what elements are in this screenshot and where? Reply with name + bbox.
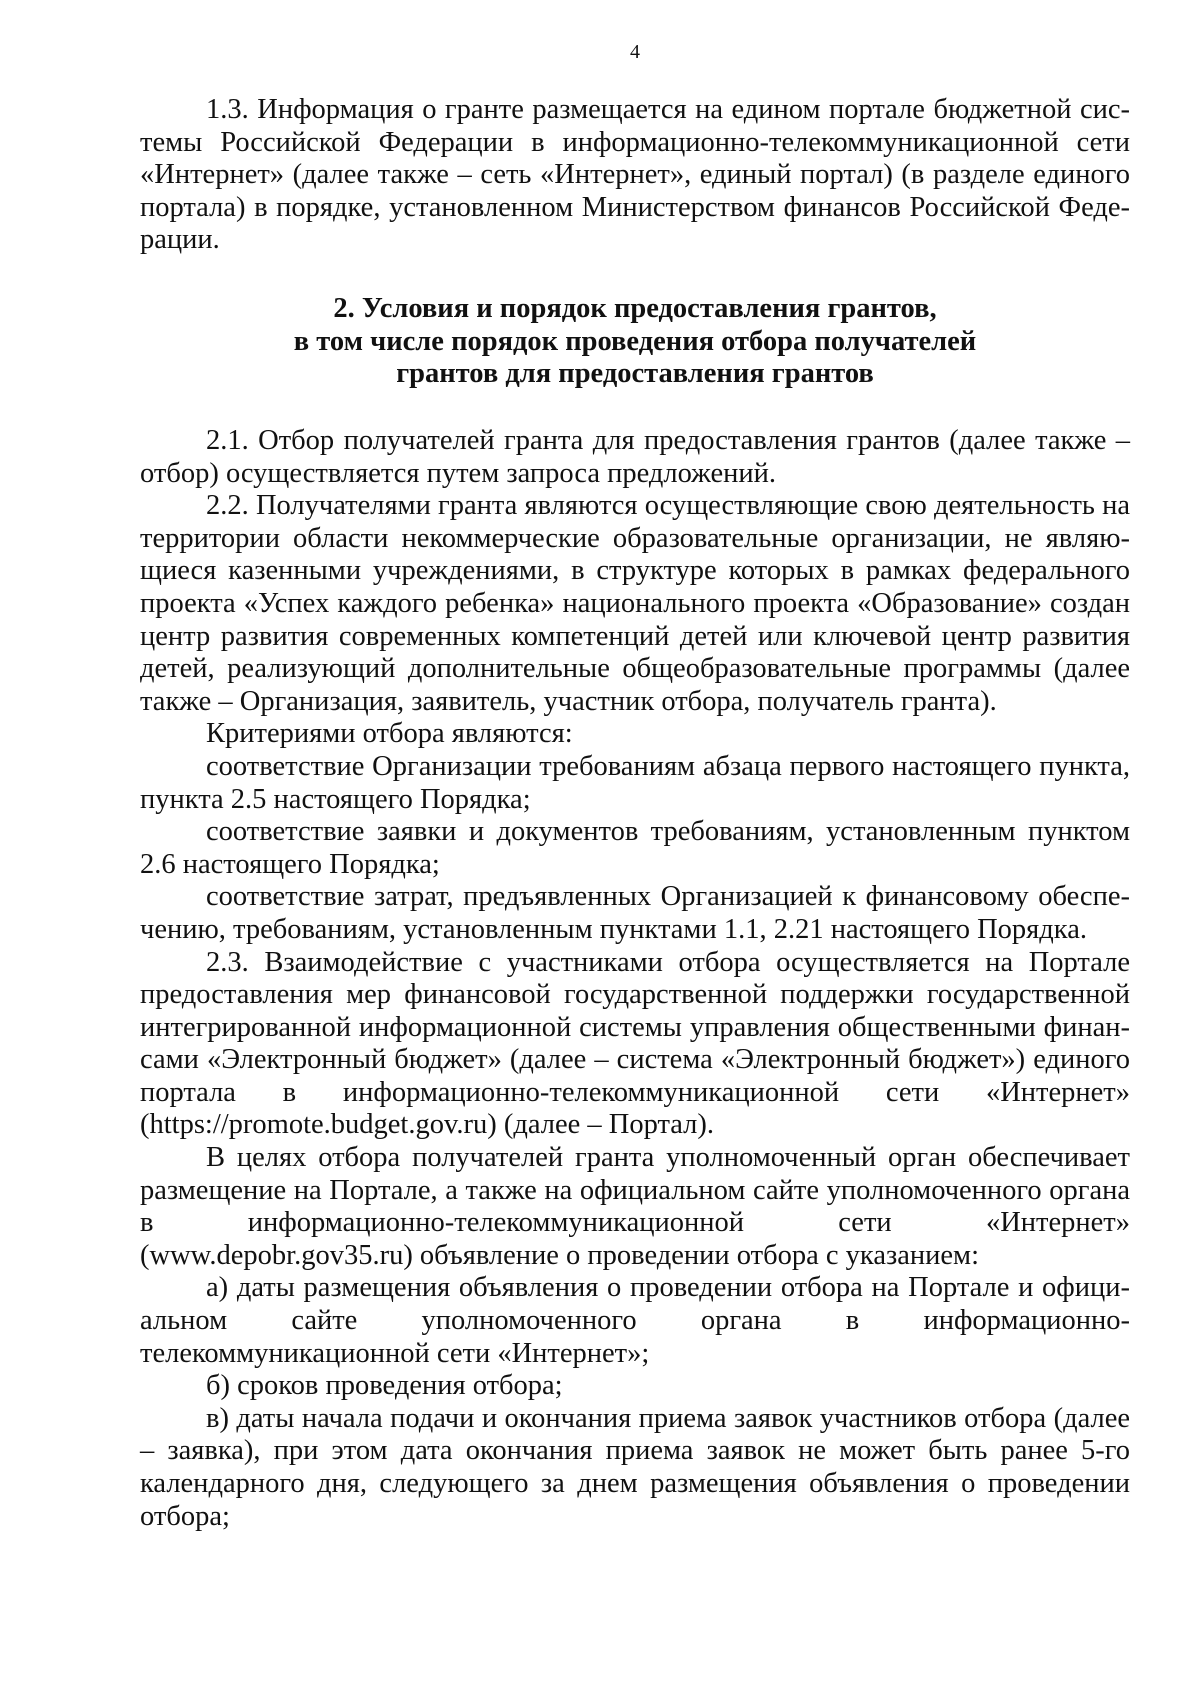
paragraph-item-b: б) сроков проведения отбора;: [206, 1370, 563, 1402]
paragraph-2-1: 2.1. Отбор получателей гранта для предоставления грантов (далее также – отбор) осуществляется путем запроса предложений.: [140, 425, 1130, 489]
paragraph-item-a: а) даты размещения объявления о проведении отбора на Портале и официальном сайте уполномоченного органа в информационно-телекоммуникационной сети «Интернет»;: [140, 1272, 1130, 1369]
heading-line-1: 2. Условия и порядок предоставления грантов,: [333, 293, 937, 324]
paragraph-2-2: 2.2. Получателями гранта являются осуществляющие свою деятельность на территории области некоммерческие образовательные организации, не являющиеся казенными учреждениями, в структуре которых в рамках федерального проекта «Успех каждого ребенка» национального проекта «Образование» создан центр развития современных компетенций детей или ключевой центр развития детей, реализующий дополнительные общеобразовательные программы (далее также – Организация, заявитель, участник отбора, получатель гранта).: [140, 490, 1130, 717]
heading-line-2: в том числе порядок проведения отбора получателей: [293, 325, 977, 357]
heading-line-3: грантов для предоставления грантов: [396, 358, 874, 390]
page-number: 4: [630, 41, 640, 63]
paragraph-criterion-3: соответствие затрат, предъявленных Организацией к финансовому обеспечению, требованиям, установленным пунктами 1.1, 2.21 настоящего Порядка.: [140, 881, 1130, 945]
paragraph-criterion-2: соответствие заявки и документов требованиям, установленным пунктом 2.6 настоящего Порядка;: [140, 816, 1130, 880]
section-1-3-block: [140, 94, 1130, 257]
paragraph-item-v: в) даты начала подачи и окончания приема заявок участников отбора (далее – заявка), при этом дата окончания приема заявок не может быть ранее 5-го календарного дня, следующего за днем размещения объявления о проведении отбора;: [140, 1402, 1130, 1532]
section-2-heading: [140, 293, 1130, 391]
paragraph-criteria-intro: Критериями отбора являются:: [206, 718, 573, 750]
paragraph-announcement-intro: В целях отбора получателей гранта уполномоченный орган обеспечивает размещение на Портале, а также на официальном сайте уполномоченного органа в информационно-телекоммуникационной сети «Интернет» (www.depobr.gov35.ru) объявление о проведении отбора с указанием:: [140, 1142, 1130, 1271]
paragraph-2-3: 2.3. Взаимодействие с участниками отбора осуществляется на Портале предоставления мер финансовой государственной поддержки государственной интегрированной информационной системы управления общественными финансами «Электронный бюджет» (далее – система «Электронный бюджет») единого портала в информационно-телекоммуникационной сети «Интернет» (https://promote.budget.gov.ru) (далее – Портал).: [140, 946, 1130, 1141]
section-2-body: [140, 425, 1130, 1533]
paragraph-criterion-1: соответствие Организации требованиям абзаца первого настоящего пункта, пункта 2.5 настоящего Порядка;: [140, 750, 1130, 815]
paragraph-1-3: 1.3. Информация о гранте размещается на едином портале бюджетной системы Российской Федерации в информационно-телекоммуникационной сети «Интернет» (далее также – сеть «Интернет», единый портал) (в разделе единого портала) в порядке, установленном Министерством финансов Российской Федерации.: [140, 94, 1130, 256]
